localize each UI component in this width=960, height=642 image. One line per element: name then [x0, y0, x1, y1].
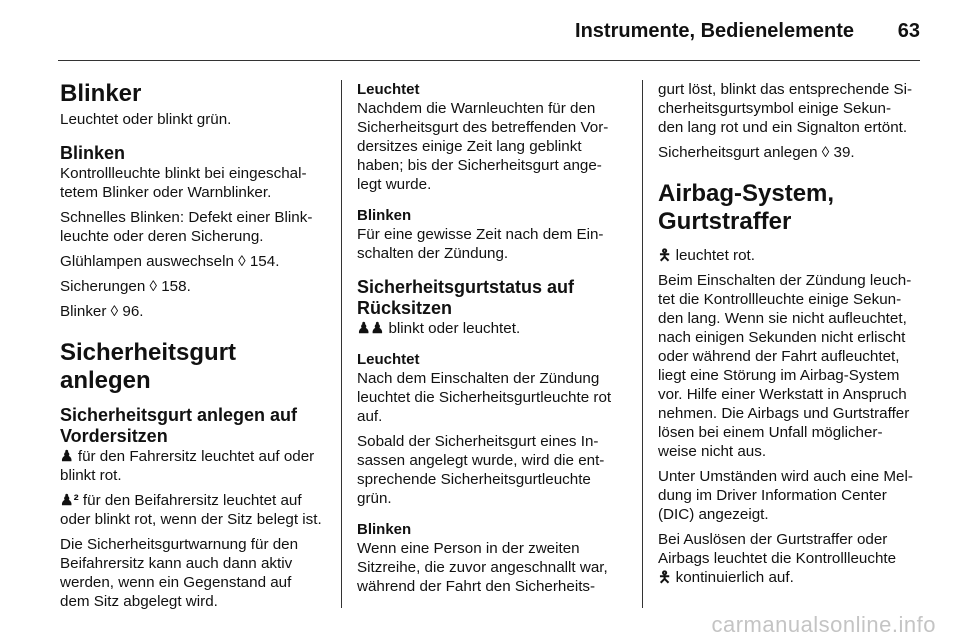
cross-reference: Sicherungen ◊ 158. [60, 278, 191, 295]
subheading-vordersitzen: Sicherheitsgurt anlegen auf Vordersitzen [60, 405, 298, 446]
paragraph [357, 319, 619, 338]
header-title: Instrumente, Bedienelemente [575, 20, 854, 42]
paragraph: Die Sicherheitsgurtwarnung für den Beifahrersitz kann auch dann aktiv werden, wenn ein Gegenstand auf dem Sitz abgelegt wird. [60, 536, 299, 610]
text: Bei Auslösen der Gurtstraffer oder Airbags leuchtet die Kontrollleuchte [658, 531, 897, 567]
paragraph: Leuchtet oder blinkt grün. [60, 111, 232, 128]
subheading-blinken: Blinken [357, 207, 412, 224]
cross-reference: Glühlampen auswechseln ◊ 154. [60, 253, 280, 270]
column-divider [642, 80, 643, 608]
paragraph [658, 530, 920, 587]
text: für den Beifahrersitz leuchtet auf oder blinkt rot, wenn der Sitz belegt ist. [60, 492, 322, 528]
section-heading-airbag: Airbag-System, Gurtstraffer [658, 180, 835, 235]
header-rule [58, 60, 920, 61]
watermark: carmanualsonline.info [711, 612, 936, 637]
column-divider [341, 80, 342, 608]
subheading-leuchtet: Leuchtet [357, 351, 420, 368]
airbag-icon: 🯅 [658, 247, 672, 264]
airbag-icon: 🯅 [658, 569, 672, 586]
subheading-blinken: Blinken [60, 143, 126, 163]
cross-reference: Sicherheitsgurt anlegen ◊ 39. [658, 144, 855, 161]
section-heading-blinker: Blinker [60, 80, 142, 107]
paragraph: Für eine gewisse Zeit nach dem Ein- schalten der Zündung. [357, 226, 604, 262]
cross-reference: Blinker ◊ 96. [60, 303, 144, 320]
paragraph: Nach dem Einschalten der Zündung leuchtet die Sicherheitsgurtleuchte rot auf. [357, 370, 612, 425]
subheading-ruecksitzen: Sicherheitsgurtstatus auf Rücksitzen [357, 277, 575, 318]
paragraph: Schnelles Blinken: Defekt einer Blink- leuchte oder deren Sicherung. [60, 209, 313, 245]
seatbelt-passenger-icon: ♟² [60, 492, 79, 509]
paragraph: Wenn eine Person in der zweiten Sitzreihe, die zuvor angeschnallt war, während der Fahrt den Sicherheits- [357, 540, 608, 595]
page-header [0, 0, 960, 64]
text: für den Fahrersitz leuchtet auf oder blinkt rot. [60, 448, 315, 484]
seatbelt-driver-icon: ♟ [60, 448, 74, 465]
paragraph [60, 447, 322, 485]
paragraph: Unter Umständen wird auch eine Mel- dung im Driver Information Center (DIC) angezeigt. [658, 468, 913, 523]
column-right [658, 80, 920, 593]
section-heading-gurt: Sicherheitsgurt anlegen [60, 339, 237, 394]
page-number: 63 [897, 20, 920, 42]
column-middle [357, 80, 619, 602]
paragraph: Beim Einschalten der Zündung leuch- tet die Kontrollleuchte einige Sekun- den lang. Wenn sie nicht aufleuchtet, nach einigen Sekunden nicht erlischt oder während der Fahrt aufleuchtet, liegt eine Störung im Airbag-System vor. Hilfe einer Werkstatt in Anspruch nehmen. Die Airbags und Gurtstraffer lösen bei einem Unfall möglicher- weise nicht aus. [658, 272, 912, 460]
paragraph: Kontrollleuchte blinkt bei eingeschal- tetem Blinker oder Warnblinker. [60, 165, 307, 201]
text: blinkt oder leuchtet. [384, 320, 521, 337]
column-left [60, 80, 322, 617]
paragraph: Sobald der Sicherheitsgurt eines In- sassen angelegt wurde, wird die ent- sprechende Sicherheitsgurtleuchte grün. [357, 433, 605, 507]
paragraph: Nachdem die Warnleuchten für den Sicherheitsgurt des betreffenden Vor- dersitzes einige Zeit lang geblinkt haben; bis der Sicherheitsgurt ange- legt wurde. [357, 100, 609, 193]
subheading-blinken: Blinken [357, 521, 412, 538]
text: kontinuierlich auf. [671, 569, 794, 586]
paragraph [60, 491, 322, 529]
subheading-leuchtet: Leuchtet [357, 81, 420, 98]
text: leuchtet rot. [671, 247, 755, 264]
paragraph [658, 246, 920, 265]
paragraph: gurt löst, blinkt das entsprechende Si- cherheitsgurtsymbol einige Sekun- den lang rot und ein Signalton ertönt. [658, 81, 913, 136]
rear-seatbelt-icon: ♟♟ [357, 320, 385, 337]
